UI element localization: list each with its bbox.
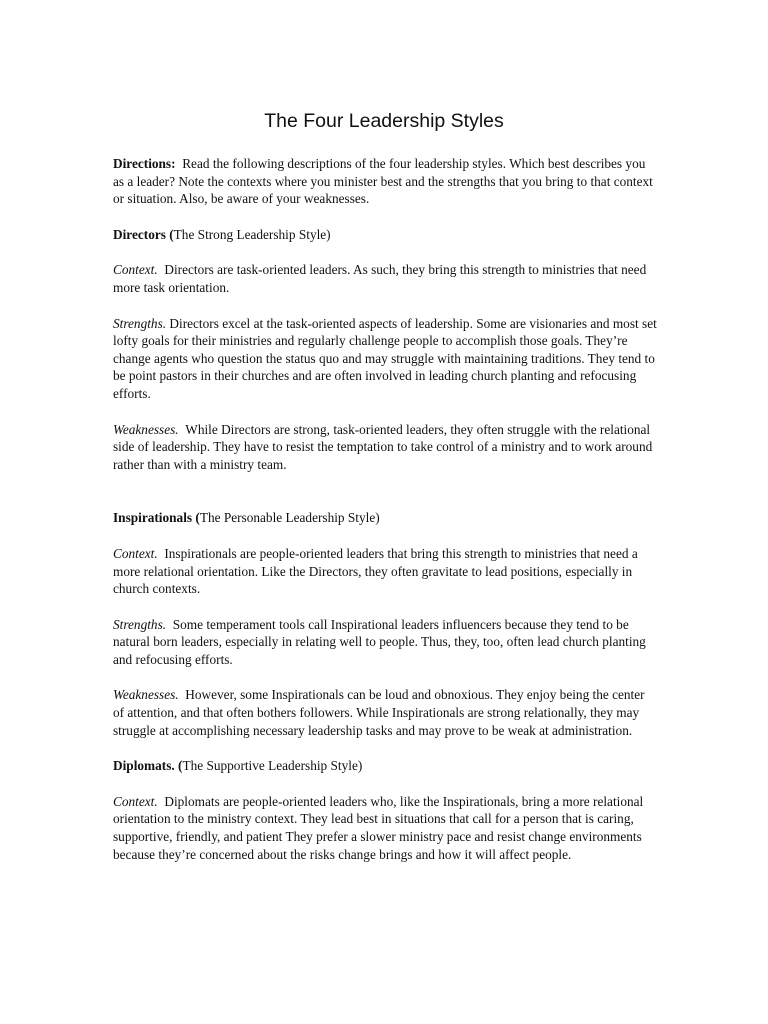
section-heading-bold: Inspirationals ( [113,510,200,526]
strengths-text: Directors excel at the task-oriented aspects of leadership. Some are visionaries and most set lofty goals for their ministries and regularly challenge people to accomplish those goals. They’re change agents who question the status quo and may struggle with maintaining traditions. They tend to be point pastors in their churches and are often involved in leading church planting and refocusing efforts. [113,315,657,401]
context-label: Context. [113,545,158,561]
diplomats-context [113,793,658,863]
inspirationals-context [113,545,658,598]
context-label: Context. [113,793,158,809]
weaknesses-text: However, some Inspirationals can be loud and obnoxious. They enjoy being the center of attention, and that often bothers followers. While Inspirationals are strong relationally, they may struggle at accomplishing necessary leadership tasks and may prove to be weak at administration. [113,687,645,738]
section-heading-bold: Directors ( [113,226,174,242]
section-heading-inspirationals [113,509,658,527]
directors-strengths [113,315,658,403]
section-heading-rest: The Personable Leadership Style) [199,510,380,526]
strengths-label: Strengths. [113,616,167,632]
directors-context [113,261,658,296]
section-heading-bold: Diplomats. ( [113,758,183,774]
weaknesses-label: Weaknesses. [113,421,179,437]
section-heading-rest: The Supportive Leadership Style) [182,758,363,774]
section-heading-rest: The Strong Leadership Style) [173,226,331,242]
weaknesses-text: While Directors are strong, task-oriented leaders, they often struggle with the relational side of leadership. They have to resist the temptation to take control of a ministry and to work around rather than with a ministry team. [113,421,653,472]
section-heading-diplomats [113,757,658,775]
strengths-text: Some temperament tools call Inspirational leaders influencers because they tend to be natural born leaders, especially in relating well to people. Thus, they, too, often lead church planting and refocusing efforts. [113,616,646,667]
directions-label: Directions: [113,156,176,171]
weaknesses-label: Weaknesses. [113,687,179,703]
context-text: Inspirationals are people-oriented leaders that bring this strength to ministries that need a more relational orientation. Like the Directors, they often gravitate to lead positions, especially in church contexts. [113,545,638,597]
page-title: The Four Leadership Styles [264,110,504,132]
inspirationals-weaknesses [113,686,658,739]
context-label: Context. [113,262,158,278]
directors-weaknesses [113,421,658,474]
directions-paragraph [113,155,658,208]
directions-text: Read the following descriptions of the four leadership styles. Which best describes you as a leader? Note the contexts where you minister best and the strengths that you bring to that context or situation. Also, be aware of your weaknesses. [113,156,653,207]
section-heading-directors [113,226,658,244]
context-text: Directors are task-oriented leaders. As such, they bring this strength to ministries that need more task orientation. [113,262,647,295]
document-body [113,155,658,881]
context-text: Diplomats are people-oriented leaders who, like the Inspirationals, bring a more relational orientation to the ministry context. They lead best in situations that call for a person that is caring, supportive, friendly, and patient They prefer a slower ministry pace and resist change environments because they’re concerned about the risks change brings and how it will affect people. [113,793,644,862]
inspirationals-strengths [113,616,658,669]
strengths-label: Strengths. [113,315,167,331]
